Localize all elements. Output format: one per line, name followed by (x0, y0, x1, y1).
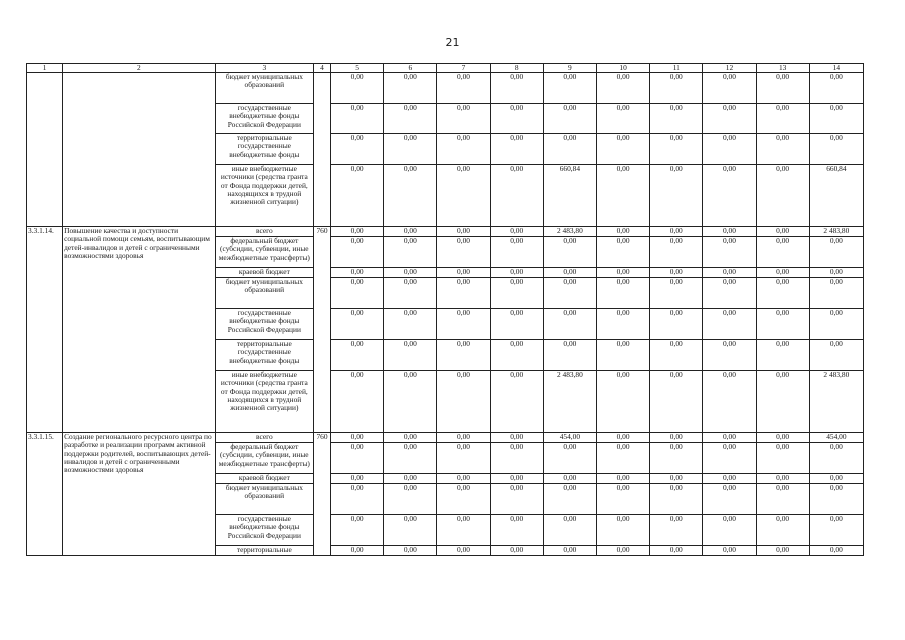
value-cell: 0,00 (703, 134, 756, 165)
table-row (27, 433, 864, 443)
item-code: 3.3.1.15. (27, 433, 63, 556)
value-cell: 0,00 (596, 278, 649, 309)
funding-source: всего (215, 227, 313, 237)
value-cell: 0,00 (756, 268, 809, 278)
value-cell: 0,00 (331, 268, 384, 278)
value-cell: 0,00 (650, 278, 703, 309)
value-cell: 0,00 (756, 73, 809, 104)
value-cell: 0,00 (650, 515, 703, 546)
value-cell: 0,00 (384, 546, 437, 556)
value-cell: 0,00 (650, 268, 703, 278)
value-cell: 0,00 (756, 474, 809, 484)
value-cell: 0,00 (543, 546, 596, 556)
funding-source: государственные внебюджетные фонды Российской Федерации (215, 104, 313, 134)
value-cell: 0,00 (490, 340, 543, 371)
value-cell: 0,00 (809, 443, 863, 474)
value-cell: 0,00 (543, 278, 596, 309)
value-cell: 0,00 (490, 443, 543, 474)
value-cell: 0,00 (331, 371, 384, 433)
value-cell: 0,00 (331, 340, 384, 371)
value-cell: 0,00 (809, 278, 863, 309)
value-cell: 2 483,80 (809, 227, 863, 237)
value-cell: 0,00 (703, 515, 756, 546)
indicator-code: 760 (314, 227, 331, 433)
value-cell: 0,00 (490, 515, 543, 546)
value-cell: 0,00 (650, 309, 703, 340)
value-cell: 0,00 (384, 227, 437, 237)
value-cell: 0,00 (809, 546, 863, 556)
value-cell: 0,00 (490, 104, 543, 134)
value-cell: 0,00 (596, 515, 649, 546)
value-cell: 0,00 (490, 165, 543, 227)
value-cell: 0,00 (809, 309, 863, 340)
value-cell: 0,00 (331, 165, 384, 227)
value-cell: 0,00 (756, 227, 809, 237)
value-cell: 0,00 (596, 474, 649, 484)
value-cell: 0,00 (650, 484, 703, 515)
col-header-8: 8 (490, 64, 543, 73)
value-cell: 0,00 (703, 484, 756, 515)
col-header-14: 14 (809, 64, 863, 73)
value-cell: 0,00 (703, 546, 756, 556)
funding-source: иные внебюджетные источники (средства гранта от Фонда поддержки детей, находящихся в трудной жизненной ситуации) (215, 165, 313, 227)
value-cell: 0,00 (703, 371, 756, 433)
value-cell: 0,00 (703, 340, 756, 371)
value-cell: 0,00 (809, 134, 863, 165)
value-cell: 0,00 (596, 484, 649, 515)
value-cell: 454,00 (543, 433, 596, 443)
value-cell: 0,00 (384, 340, 437, 371)
value-cell: 0,00 (596, 268, 649, 278)
value-cell: 0,00 (437, 474, 490, 484)
value-cell: 2 483,80 (543, 227, 596, 237)
value-cell: 0,00 (756, 309, 809, 340)
value-cell: 0,00 (650, 546, 703, 556)
col-header-10: 10 (596, 64, 649, 73)
value-cell: 0,00 (331, 237, 384, 268)
value-cell: 0,00 (650, 433, 703, 443)
value-cell: 0,00 (384, 134, 437, 165)
value-cell: 0,00 (437, 433, 490, 443)
value-cell: 0,00 (809, 268, 863, 278)
value-cell: 0,00 (650, 134, 703, 165)
value-cell: 0,00 (650, 227, 703, 237)
value-cell: 0,00 (437, 484, 490, 515)
value-cell: 0,00 (384, 237, 437, 268)
value-cell: 0,00 (596, 227, 649, 237)
value-cell: 0,00 (490, 134, 543, 165)
col-header-5: 5 (331, 64, 384, 73)
value-cell: 0,00 (437, 546, 490, 556)
funding-source: бюджет муниципальных образований (215, 73, 313, 104)
value-cell: 0,00 (384, 474, 437, 484)
item-code: 3.3.1.14. (27, 227, 63, 433)
value-cell: 0,00 (437, 134, 490, 165)
value-cell: 0,00 (703, 165, 756, 227)
col-header-11: 11 (650, 64, 703, 73)
value-cell: 0,00 (331, 546, 384, 556)
value-cell: 0,00 (490, 278, 543, 309)
value-cell: 0,00 (596, 433, 649, 443)
value-cell: 660,84 (543, 165, 596, 227)
value-cell: 0,00 (596, 73, 649, 104)
value-cell: 0,00 (650, 340, 703, 371)
funding-source: краевой бюджет (215, 268, 313, 278)
funding-source: иные внебюджетные источники (средства гранта от Фонда поддержки детей, находящихся в трудной жизненной ситуации) (215, 371, 313, 433)
page-number: 21 (445, 36, 460, 49)
item-title (63, 73, 216, 227)
funding-source: территориальные государственные внебюджетные фонды (215, 340, 313, 371)
value-cell: 0,00 (756, 104, 809, 134)
value-cell: 0,00 (331, 309, 384, 340)
value-cell: 0,00 (384, 278, 437, 309)
value-cell: 0,00 (437, 73, 490, 104)
value-cell: 2 483,80 (543, 371, 596, 433)
value-cell: 0,00 (331, 104, 384, 134)
value-cell: 0,00 (543, 340, 596, 371)
value-cell: 0,00 (809, 484, 863, 515)
value-cell: 2 483,80 (809, 371, 863, 433)
value-cell: 0,00 (756, 484, 809, 515)
value-cell: 0,00 (596, 371, 649, 433)
budget-table (26, 63, 864, 556)
value-cell: 0,00 (437, 237, 490, 268)
value-cell: 0,00 (490, 309, 543, 340)
value-cell: 0,00 (650, 443, 703, 474)
item-title: Повышение качества и доступности социальной помощи семьям, воспитывающим детей-инвалидов и детей с ограниченными возможностями здоровья (63, 227, 216, 433)
value-cell: 0,00 (703, 278, 756, 309)
value-cell: 0,00 (384, 268, 437, 278)
value-cell: 0,00 (331, 433, 384, 443)
col-header-6: 6 (384, 64, 437, 73)
value-cell: 454,00 (809, 433, 863, 443)
indicator-code: 760 (314, 433, 331, 556)
value-cell: 0,00 (437, 443, 490, 474)
value-cell: 0,00 (650, 371, 703, 433)
value-cell: 0,00 (331, 443, 384, 474)
value-cell: 0,00 (543, 443, 596, 474)
item-code (27, 73, 63, 227)
value-cell: 0,00 (809, 104, 863, 134)
value-cell: 0,00 (331, 227, 384, 237)
value-cell: 0,00 (331, 134, 384, 165)
value-cell: 0,00 (437, 278, 490, 309)
value-cell: 0,00 (490, 371, 543, 433)
value-cell: 0,00 (809, 515, 863, 546)
funding-source: всего (215, 433, 313, 443)
value-cell: 0,00 (596, 546, 649, 556)
col-header-9: 9 (543, 64, 596, 73)
value-cell: 0,00 (490, 268, 543, 278)
value-cell: 0,00 (756, 443, 809, 474)
column-number-row (27, 64, 864, 73)
funding-source: государственные внебюджетные фонды Российской Федерации (215, 309, 313, 340)
value-cell: 0,00 (543, 134, 596, 165)
value-cell: 0,00 (756, 165, 809, 227)
value-cell: 0,00 (703, 443, 756, 474)
value-cell: 0,00 (490, 484, 543, 515)
value-cell: 0,00 (596, 165, 649, 227)
value-cell: 0,00 (490, 546, 543, 556)
value-cell: 0,00 (756, 340, 809, 371)
value-cell: 0,00 (384, 484, 437, 515)
value-cell: 0,00 (543, 474, 596, 484)
col-header-13: 13 (756, 64, 809, 73)
value-cell: 0,00 (384, 309, 437, 340)
value-cell: 0,00 (490, 73, 543, 104)
value-cell: 0,00 (437, 165, 490, 227)
value-cell: 0,00 (384, 515, 437, 546)
value-cell: 0,00 (703, 104, 756, 134)
value-cell: 0,00 (650, 104, 703, 134)
value-cell: 0,00 (809, 340, 863, 371)
value-cell: 0,00 (703, 73, 756, 104)
col-header-1: 1 (27, 64, 63, 73)
value-cell: 0,00 (596, 443, 649, 474)
value-cell: 660,84 (809, 165, 863, 227)
value-cell: 0,00 (490, 227, 543, 237)
value-cell: 0,00 (543, 268, 596, 278)
value-cell: 0,00 (650, 165, 703, 227)
value-cell: 0,00 (437, 104, 490, 134)
value-cell: 0,00 (809, 474, 863, 484)
value-cell: 0,00 (384, 443, 437, 474)
value-cell: 0,00 (703, 268, 756, 278)
item-title: Создание регионального ресурсного центра по разработке и реализации программ активной поддержки родителей, воспитывающих детей-инвалидов и детей с ограниченными возможностями здоровья (63, 433, 216, 556)
value-cell: 0,00 (543, 484, 596, 515)
value-cell: 0,00 (809, 237, 863, 268)
value-cell: 0,00 (437, 268, 490, 278)
value-cell: 0,00 (703, 309, 756, 340)
value-cell: 0,00 (809, 73, 863, 104)
col-header-7: 7 (437, 64, 490, 73)
value-cell: 0,00 (384, 165, 437, 227)
value-cell: 0,00 (756, 371, 809, 433)
value-cell: 0,00 (650, 73, 703, 104)
col-header-3: 3 (215, 64, 313, 73)
value-cell: 0,00 (437, 309, 490, 340)
value-cell: 0,00 (331, 484, 384, 515)
value-cell: 0,00 (596, 104, 649, 134)
value-cell: 0,00 (384, 73, 437, 104)
value-cell: 0,00 (703, 474, 756, 484)
funding-source: бюджет муниципальных образований (215, 484, 313, 515)
value-cell: 0,00 (650, 474, 703, 484)
value-cell: 0,00 (596, 309, 649, 340)
value-cell: 0,00 (596, 340, 649, 371)
value-cell: 0,00 (437, 340, 490, 371)
value-cell: 0,00 (543, 515, 596, 546)
col-header-12: 12 (703, 64, 756, 73)
value-cell: 0,00 (437, 515, 490, 546)
funding-source: государственные внебюджетные фонды Российской Федерации (215, 515, 313, 546)
value-cell: 0,00 (703, 433, 756, 443)
value-cell: 0,00 (756, 546, 809, 556)
value-cell: 0,00 (384, 104, 437, 134)
value-cell: 0,00 (650, 237, 703, 268)
funding-source: территориальные государственные внебюджетные фонды (215, 134, 313, 165)
value-cell: 0,00 (490, 474, 543, 484)
value-cell: 0,00 (437, 227, 490, 237)
value-cell: 0,00 (756, 515, 809, 546)
col-header-4: 4 (314, 64, 331, 73)
indicator-code (314, 73, 331, 227)
value-cell: 0,00 (437, 371, 490, 433)
value-cell: 0,00 (596, 134, 649, 165)
value-cell: 0,00 (703, 227, 756, 237)
value-cell: 0,00 (490, 237, 543, 268)
value-cell: 0,00 (596, 237, 649, 268)
value-cell: 0,00 (703, 237, 756, 268)
col-header-2: 2 (63, 64, 216, 73)
value-cell: 0,00 (490, 433, 543, 443)
value-cell: 0,00 (756, 237, 809, 268)
value-cell: 0,00 (331, 278, 384, 309)
table-row (27, 227, 864, 237)
funding-source: краевой бюджет (215, 474, 313, 484)
value-cell: 0,00 (543, 73, 596, 104)
value-cell: 0,00 (384, 371, 437, 433)
funding-source: бюджет муниципальных образований (215, 278, 313, 309)
value-cell: 0,00 (331, 474, 384, 484)
funding-source: федеральный бюджет (субсидии, субвенции, иные межбюджетные трансферты) (215, 237, 313, 268)
value-cell: 0,00 (756, 134, 809, 165)
value-cell: 0,00 (384, 433, 437, 443)
funding-source: территориальные (215, 546, 313, 556)
value-cell: 0,00 (543, 309, 596, 340)
value-cell: 0,00 (756, 433, 809, 443)
value-cell: 0,00 (331, 73, 384, 104)
value-cell: 0,00 (543, 104, 596, 134)
value-cell: 0,00 (331, 515, 384, 546)
funding-source: федеральный бюджет (субсидии, субвенции, иные межбюджетные трансферты) (215, 443, 313, 474)
value-cell: 0,00 (543, 237, 596, 268)
table-row (27, 73, 864, 104)
value-cell: 0,00 (756, 278, 809, 309)
